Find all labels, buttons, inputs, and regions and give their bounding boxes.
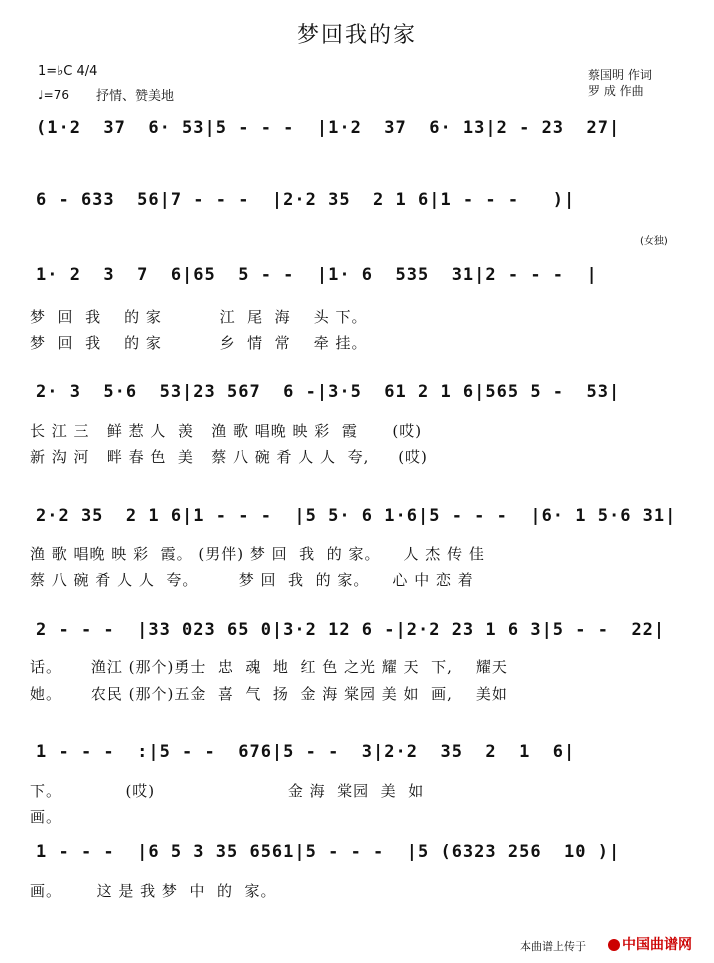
score-row: (1·2 37 6· 53|5 - - - |1·2 37 6· 13|2 - 23 27| xyxy=(36,118,621,138)
tempo-mark: ♩=76 xyxy=(38,88,69,102)
score-row: 6 - 633 56|7 - - - |2·2 35 2 1 6|1 - - - )| xyxy=(36,190,576,210)
score-row: 2 - - - |33 023 65 0|3·2 12 6 -|2·2 23 1 6 3|5 - - 22| xyxy=(36,620,666,640)
lyric-line: 话。 渔江 (那个)勇士 忠 魂 地 红 色 之光 耀 天 下, 耀天 xyxy=(30,658,508,676)
score-row: 1 - - - |6 5 3 35 6561|5 - - - |5 (6323 256 10 )| xyxy=(36,842,621,862)
page-title: 梦回我的家 xyxy=(296,23,417,48)
expression-mark: 抒情、赞美地 xyxy=(96,89,175,104)
lyric-line: 蔡 八 碗 肴 人 人 夸。 梦 回 我 的 家。 心 中 恋 着 xyxy=(30,571,474,589)
score-row: 1 - - - :|5 - - 676|5 - - 3|2·2 35 2 1 6| xyxy=(36,742,576,762)
lyric-line: 她。 农民 (那个)五金 喜 气 扬 金 海 棠园 美 如 画, 美如 xyxy=(30,685,508,703)
performer-annotation: (女独) xyxy=(640,236,668,247)
lyric-line: 梦 回 我 的 家 江 尾 海 头 下。 xyxy=(30,308,368,326)
site-logo-icon xyxy=(608,939,620,951)
upload-note: 本曲谱上传于 xyxy=(520,940,586,953)
lyric-line: 画。 这 是 我 梦 中 的 家。 xyxy=(30,882,277,900)
lyric-line: 画。 xyxy=(30,808,63,826)
lyricist-credit: 蔡国明 作词 xyxy=(588,68,652,82)
lyric-line: 渔 歌 唱晚 映 彩 霞。 (男伴) 梦 回 我 的 家。 人 杰 传 佳 xyxy=(30,545,485,563)
site-name: 中国曲谱网 xyxy=(622,937,692,953)
lyric-line: 新 沟 河 畔 春 色 美 蔡 八 碗 肴 人 人 夸, (哎) xyxy=(30,448,428,466)
score-row: 1· 2 3 7 6|65 5 - - |1· 6 535 31|2 - - - | xyxy=(36,265,598,285)
score-row: 2·2 35 2 1 6|1 - - - |5 5· 6 1·6|5 - - - |6· 1 5·6 31| xyxy=(36,506,677,526)
score-row: 2· 3 5·6 53|23 567 6 -|3·5 61 2 1 6|565 5 - 53| xyxy=(36,382,621,402)
composer-credit: 罗 成 作曲 xyxy=(588,84,644,98)
lyric-line: 梦 回 我 的 家 乡 情 常 牵 挂。 xyxy=(30,334,368,352)
lyric-line: 长 江 三 鲜 惹 人 羡 渔 歌 唱晚 映 彩 霞 (哎) xyxy=(30,422,423,440)
key-signature: 1=♭C 4/4 xyxy=(38,64,98,79)
site-logo xyxy=(608,934,692,954)
lyric-line: 下。 (哎) 金 海 棠园 美 如 xyxy=(30,782,425,800)
